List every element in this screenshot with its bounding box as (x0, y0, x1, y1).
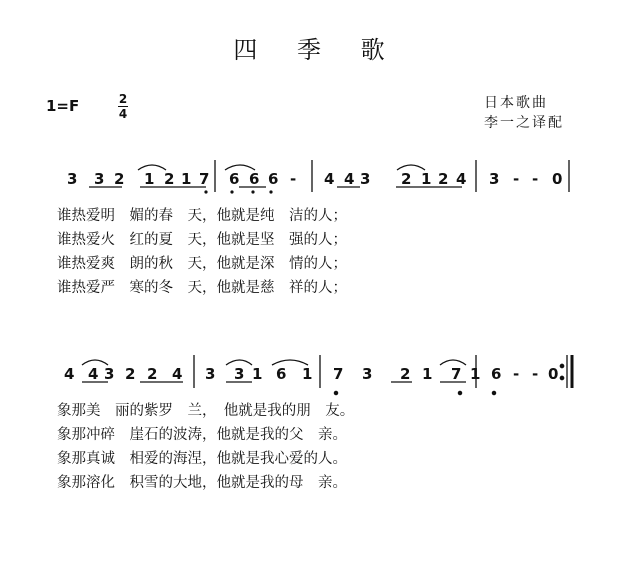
lyric-line: 象那美 丽的紫罗 兰， 他就是我的朋 友。 (57, 403, 355, 419)
section2-notes (64, 365, 558, 383)
section1-notes (67, 170, 562, 188)
note-section1-17: 4 (456, 170, 467, 188)
song-title: 四 季 歌 (233, 36, 401, 64)
note-section1-11: 4 (324, 170, 335, 188)
note-section1-20: - (532, 170, 539, 188)
note-section1-15: 1 (421, 170, 432, 188)
note-section2-1: 4 (88, 365, 99, 383)
note-section1-18: 3 (489, 170, 500, 188)
low-octave-dot (458, 391, 461, 394)
lyric-line: 谁热爱严 寒的冬 天，他就是慈 祥的人； (57, 280, 347, 296)
note-section2-6: 3 (205, 365, 216, 383)
note-section2-9: 6 (276, 365, 287, 383)
note-section2-12: 3 (362, 365, 373, 383)
low-octave-dot (204, 190, 207, 193)
note-section2-5: 4 (172, 365, 183, 383)
low-octave-dot (230, 190, 233, 193)
time-signature-top: 2 (118, 92, 128, 106)
note-section2-8: 1 (252, 365, 263, 383)
note-section2-10: 1 (302, 365, 313, 383)
note-section1-8: 6 (249, 170, 260, 188)
note-section1-9: 6 (268, 170, 279, 188)
key-signature: 1=F (46, 97, 80, 115)
note-section2-2: 3 (104, 365, 115, 383)
note-section1-13: 3 (360, 170, 371, 188)
low-octave-dot (251, 190, 254, 193)
note-section2-17: 6 (491, 365, 502, 383)
note-section1-4: 2 (164, 170, 175, 188)
note-section2-13: 2 (400, 365, 411, 383)
repeat-dot (560, 364, 563, 367)
note-section1-10: - (290, 170, 297, 188)
lyric-line: 谁热爱明 媚的春 天，他就是纯 洁的人； (57, 208, 347, 224)
lyric-line: 象那溶化 积雪的大地，他就是我的母 亲。 (57, 475, 347, 491)
note-section1-3: 1 (144, 170, 155, 188)
note-section1-0: 3 (67, 170, 78, 188)
note-section1-2: 2 (114, 170, 125, 188)
lyric-line: 谁热爱火 红的夏 天，他就是坚 强的人； (57, 232, 347, 248)
note-section2-4: 2 (147, 365, 158, 383)
note-section2-15: 7 (451, 365, 462, 383)
low-octave-dot (334, 391, 337, 394)
arranger-credit: 李一之译配 (484, 115, 564, 131)
note-section1-19: - (513, 170, 520, 188)
note-section2-18: - (513, 365, 520, 383)
note-section2-7: 3 (234, 365, 245, 383)
lyric-line: 象那冲碎 崖石的波涛，他就是我的父 亲。 (57, 427, 347, 443)
note-section1-5: 1 (181, 170, 192, 188)
composer-credit: 日本歌曲 (484, 95, 548, 111)
note-section1-14: 2 (401, 170, 412, 188)
note-section2-20: 0 (548, 365, 559, 383)
note-section1-1: 3 (94, 170, 105, 188)
note-section1-7: 6 (229, 170, 240, 188)
note-section2-14: 1 (422, 365, 433, 383)
note-section2-3: 2 (125, 365, 136, 383)
time-signature-bottom: 4 (118, 107, 128, 121)
lyric-line: 象那真诚 相爱的海涅，他就是我心爱的人。 (57, 451, 347, 467)
lyric-line: 谁热爱爽 朗的秋 天，他就是深 情的人； (57, 256, 347, 272)
low-octave-dot (269, 190, 272, 193)
note-section2-0: 4 (64, 365, 75, 383)
low-octave-dot (492, 391, 495, 394)
note-section1-12: 4 (344, 170, 355, 188)
note-section1-6: 7 (199, 170, 210, 188)
note-section1-16: 2 (438, 170, 449, 188)
note-section1-21: 0 (552, 170, 563, 188)
note-section2-19: - (532, 365, 539, 383)
note-section2-16: 1 (470, 365, 481, 383)
note-section2-11: 7 (333, 365, 344, 383)
repeat-dot (560, 376, 563, 379)
